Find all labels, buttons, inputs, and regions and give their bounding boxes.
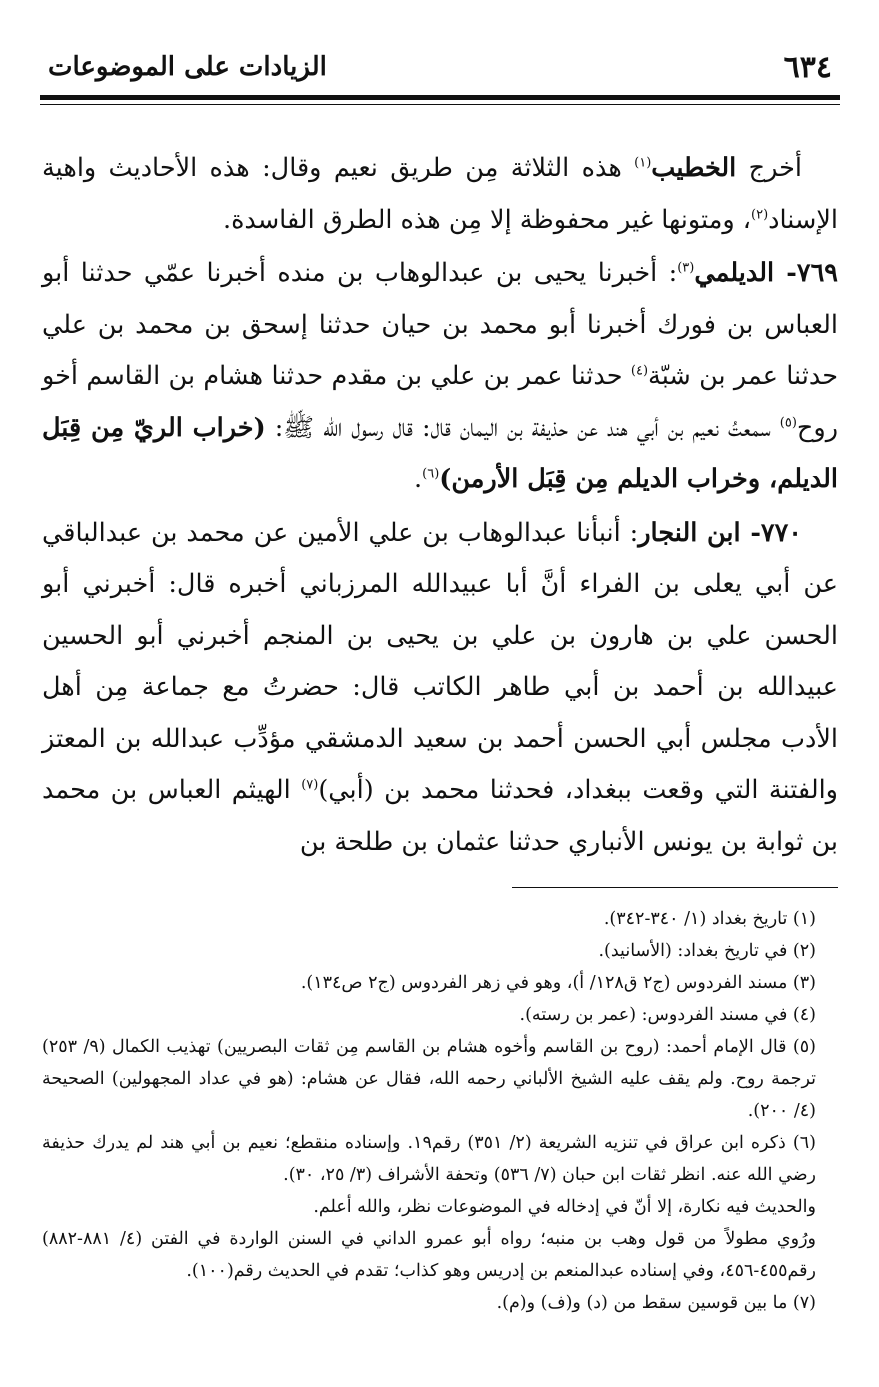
- running-title: الزيادات على الموضوعات: [48, 52, 327, 82]
- hadith-text-769: (خراب الريّ مِن قِبَل الديلم، وخراب الديلم مِن قِبَل الأرمن): [42, 412, 838, 494]
- isnad-769-c: سمعتُ نعيم بن أبي هند عن حذيفة بن اليمان قال: قال رسول الله ﷺ:: [274, 412, 780, 443]
- intro-word: أخرج: [748, 153, 803, 183]
- isnad-770-b: الهيثم العباس بن محمد بن ثوابة بن يونس الأنباري حدثنا عثمان بن طلحة بن: [42, 775, 838, 857]
- footnote-6: (٦) ذكره ابن عراق في تنزيه الشريعة (٢/ ٣٥١) رقم١٩. وإسناده منقطع؛ نعيم بن أبي هند لم يدرك حذيفة رضي الله عنه. انظر ثقات ابن حبان (٧/ ٥٣٦) وتحفة الأشراف (٣/ ٢٥، ٣٠).: [42, 1133, 816, 1185]
- footnote-3: (٣) مسند الفردوس (ج٢ ق١٢٨/ أ)، وهو في زهر الفردوس (ج٢ ص١٣٤).: [300, 973, 816, 993]
- hadith-number-769: ٧٦٩- الديلمي: [694, 258, 838, 288]
- page-number: ٦٣٤: [783, 50, 832, 85]
- isnad-770-a: : أنبأنا عبدالوهاب بن علي الأمين عن محمد بن عبدالباقي عن أبي يعلى بن الفراء أنَّ أبا عبيدالله المرزباني أخبره قال: أخبرني أبو الحسن علي بن هارون بن علي بن يحيى بن المنجم أخبرني أبو الحسين عبيدالله بن أحمد بن أبي طاهر الكاتب قال: حضرتُ مع جماعة مِن أهل الأدب مجلس أبي الحسن أحمد بن سعيد الدمشقي مؤدِّب عبدالله بن المعتز والفتنة التي وقعت ببغداد، فحدثنا محمد بن (أبي): [42, 517, 838, 805]
- paragraph-intro: [42, 143, 838, 246]
- intro-text: هذه الثلاثة مِن طريق نعيم وقال: هذه الأحاديث واهية الإسناد: [42, 153, 838, 235]
- source-name-khatib: الخطيب: [651, 153, 737, 183]
- header-rule-thin: [40, 104, 840, 105]
- hadith-769-end: .: [414, 464, 423, 494]
- main-text: [42, 143, 838, 868]
- footnote-ref-4[interactable]: (٤): [630, 363, 649, 379]
- hadith-number-770: ٧٧٠- ابن النجار: [638, 517, 802, 548]
- footnote-separator: [512, 887, 838, 888]
- isnad-769-b: حدثنا عمر بن علي بن مقدم حدثنا هشام بن القاسم أخو روح: [42, 361, 839, 443]
- footnote-6-note: ورُوي مطولاً من قول وهب بن منبه؛ رواه أبو عمرو الداني في السنن الواردة في الفتن (٤/ ٨٨١-٨٨٢) رقم٤٥٥-٤٥٦، وفي إسناده عبدالمنعم بن إدريس وهو كذاب؛ تقدم في الحديث رقم(١٠٠).: [42, 1229, 816, 1281]
- isnad-769-a: : أخبرنا يحيى بن عبدالوهاب بن منده أخبرنا عمّي حدثنا أبو العباس بن فورك أخبرنا أبو محمد بن حيان حدثنا إسحق بن محمد بن علي حدثنا عمر بن شبّة: [42, 258, 838, 391]
- footnotes: [42, 903, 838, 1319]
- footnote-7: (٧) ما بين قوسين سقط من (د) و(ف) و(م).: [496, 1293, 816, 1313]
- paragraph-769: [42, 248, 838, 506]
- footnote-4: (٤) في مسند الفردوس: (عمر بن رسته).: [519, 1005, 816, 1025]
- footnote-5: (٥) قال الإمام أحمد: (روح بن القاسم وأخوه هشام بن القاسم مِن ثقات البصريين) تهذيب الكمال (٩/ ٢٥٣) ترجمة روح. ولم يقف عليه الشيخ الألباني رحمه الله، فقال عن هشام: (هو في عداد المجهولين) الصحيحة (٤/ ٢٠٠).: [42, 1037, 816, 1121]
- footnote-ref-3[interactable]: (٣): [677, 260, 695, 276]
- intro-text-end: ، ومتونها غير محفوظة إلا مِن هذه الطرق الفاسدة.: [222, 204, 752, 235]
- paragraph-770: [42, 508, 838, 869]
- footnote-ref-2[interactable]: (٢): [751, 207, 769, 222]
- header-rule-thick: [40, 95, 840, 100]
- footnote-1: (١) تاريخ بغداد (١/ ٣٤٠-٣٤٢).: [603, 909, 816, 929]
- footnote-2: (٢) في تاريخ بغداد: (الأسانيد).: [598, 941, 816, 961]
- footnote-ref-7[interactable]: (٧): [301, 777, 319, 793]
- footnote-ref-1[interactable]: (١): [634, 155, 652, 171]
- footnote-ref-6[interactable]: (٦): [422, 466, 440, 482]
- footnote-ref-5[interactable]: (٥): [779, 415, 797, 430]
- page-header: [40, 40, 840, 100]
- footnote-6-comment: والحديث فيه نكارة، إلا أنّ في إدخاله في الموضوعات نظر، والله أعلم.: [313, 1197, 816, 1217]
